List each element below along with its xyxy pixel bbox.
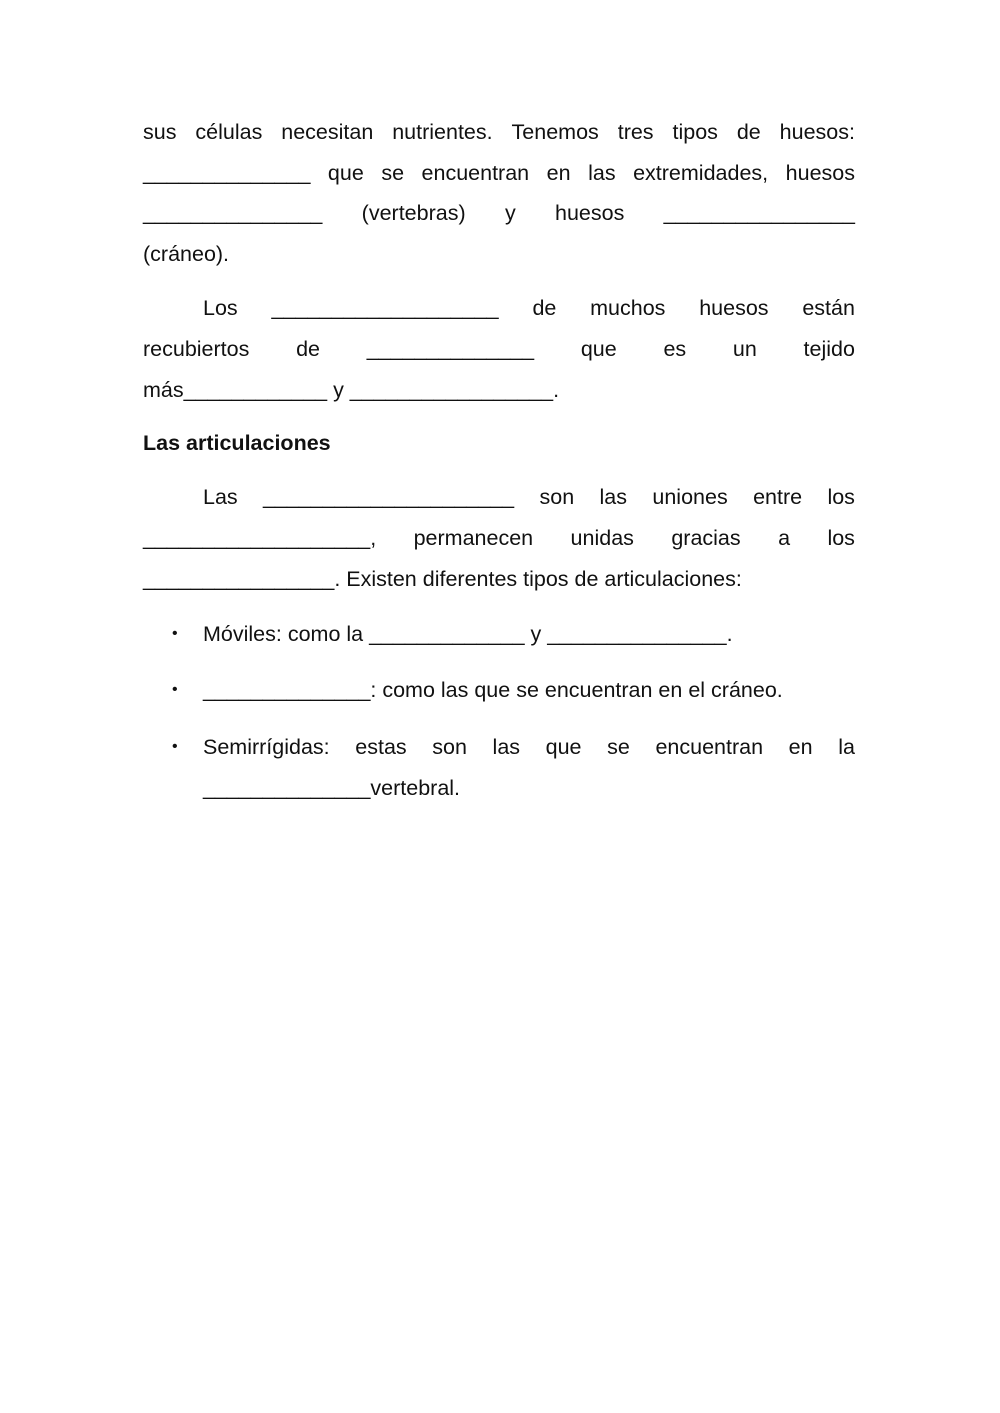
- text: más____________ y _________________.: [143, 378, 560, 402]
- bullet-item-semirrigidas-line2: [203, 774, 855, 802]
- word: son: [432, 735, 467, 759]
- paragraph2-line2: [143, 335, 855, 363]
- paragraph3-line2: [143, 524, 855, 552]
- text: ______________: como las que se encuentran en el cráneo.: [203, 678, 783, 702]
- word: encuentran: [655, 735, 764, 759]
- word: huesos: [785, 161, 855, 185]
- paragraph3-line3: [143, 565, 855, 593]
- word: Tenemos: [511, 120, 599, 144]
- word: la: [838, 735, 855, 759]
- blank: ___________________: [271, 296, 499, 320]
- paragraph1-line1: [143, 118, 855, 146]
- word: que: [545, 735, 582, 759]
- word: que: [327, 161, 364, 185]
- word: es: [663, 337, 687, 361]
- word: recubiertos: [143, 337, 250, 361]
- word: y: [504, 201, 516, 225]
- paragraph1-line2: [143, 159, 855, 187]
- word: en: [788, 735, 813, 759]
- word: Las: [203, 485, 238, 509]
- bullet-item-fijas: [203, 676, 855, 704]
- word: huesos:: [779, 120, 855, 144]
- word: las: [492, 735, 521, 759]
- word: unidas: [570, 526, 634, 550]
- word: son: [539, 485, 575, 509]
- bullet-icon: •: [172, 681, 178, 698]
- word: de: [296, 337, 320, 361]
- word: nutrientes.: [392, 120, 493, 144]
- word: se: [381, 161, 405, 185]
- blank: ______________: [143, 161, 311, 185]
- blank: ______________: [366, 337, 535, 361]
- word: huesos: [699, 296, 769, 320]
- text: Móviles: como la _____________ y _______________.: [203, 622, 733, 646]
- word: tejido: [803, 337, 855, 361]
- word: Semirrígidas:: [203, 735, 330, 759]
- text: ________________. Existen diferentes tipos de articulaciones:: [143, 567, 742, 591]
- word: entre: [753, 485, 803, 509]
- word: sus: [143, 120, 177, 144]
- blank: _______________: [143, 201, 323, 225]
- word: encuentran: [421, 161, 530, 185]
- text: (cráneo).: [143, 242, 230, 266]
- blank: ___________________,: [143, 526, 377, 550]
- word: (vertebras): [361, 201, 466, 225]
- paragraph2-line3: [143, 376, 855, 404]
- word: necesitan: [281, 120, 374, 144]
- paragraph2-line1: [203, 294, 855, 322]
- word: en: [546, 161, 571, 185]
- paragraph1-line3: [143, 199, 855, 227]
- word: las: [588, 161, 616, 185]
- word: uniones: [652, 485, 728, 509]
- word: que: [580, 337, 617, 361]
- word: huesos: [555, 201, 625, 225]
- word: permanecen: [413, 526, 534, 550]
- word: gracias: [671, 526, 741, 550]
- word: tres: [617, 120, 654, 144]
- blank: _____________________: [263, 485, 515, 509]
- paragraph3-line1: [203, 483, 855, 511]
- bullet-item-semirrigidas-line1: [203, 733, 855, 761]
- bullet-icon: •: [172, 625, 178, 642]
- word: Los: [203, 296, 238, 320]
- word: están: [802, 296, 855, 320]
- word: los: [827, 526, 855, 550]
- bullet-item-moviles: [203, 620, 855, 648]
- section-heading: Las articulaciones: [143, 431, 331, 455]
- word: a: [778, 526, 791, 550]
- word: las: [599, 485, 628, 509]
- word: células: [195, 120, 263, 144]
- word: extremidades,: [633, 161, 769, 185]
- word: los: [827, 485, 855, 509]
- word: un: [732, 337, 757, 361]
- word: muchos: [590, 296, 666, 320]
- word: se: [607, 735, 630, 759]
- word: tipos: [672, 120, 718, 144]
- blank: ________________: [663, 201, 855, 225]
- word: estas: [355, 735, 407, 759]
- paragraph1-line4: [143, 240, 855, 268]
- word: de: [532, 296, 557, 320]
- bullet-icon: •: [172, 738, 178, 755]
- text: ______________vertebral.: [203, 776, 461, 800]
- word: de: [736, 120, 761, 144]
